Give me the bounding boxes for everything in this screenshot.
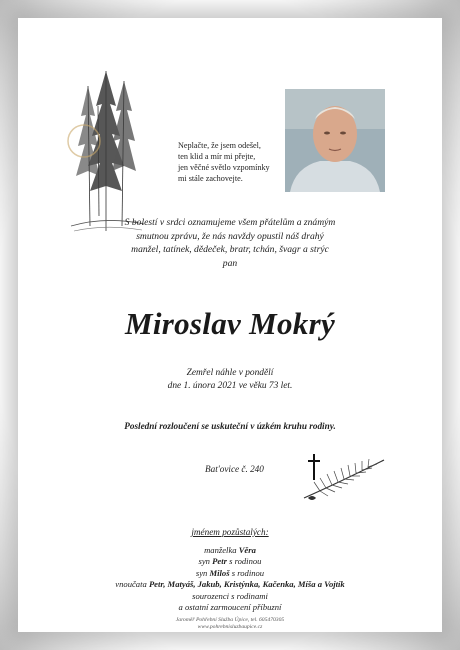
portrait-photo xyxy=(285,89,385,192)
announcement-line: S bolestí v srdci oznamujeme všem přátelům a známým xyxy=(124,217,336,228)
announcement-line: smutnou zprávu, že nás navždy opustil náš drahý xyxy=(136,230,324,242)
deceased-name: Miroslav Mokrý xyxy=(124,306,335,341)
cross-icon xyxy=(306,454,322,480)
death-line: Zemřel náhle v pondělí xyxy=(186,368,274,378)
announcement-text xyxy=(0,216,460,270)
death-line: dne 1. února 2021 ve věku 73 let. xyxy=(167,380,293,391)
mourners-title: jménem pozůstalých: xyxy=(191,527,269,537)
mourner-line: a ostatní zarmoucení příbuzní xyxy=(178,602,282,613)
announcement-line: manžel, tatínek, dědeček, bratr, tchán, švagr a strýc xyxy=(131,244,329,255)
mourner-line: sourozenci s rodinami xyxy=(192,590,268,601)
pine-trees-illustration xyxy=(66,66,146,236)
announcement-line: pan xyxy=(222,257,238,269)
poem-line: jen věčné světlo vzpomínky xyxy=(178,163,270,172)
mourner-line: vnoučata Petr, Matyáš, Jakub, Kristýnka, Kačenka, Míša a Vojtík xyxy=(115,579,345,590)
mourner-line: syn Miloš s rodinou xyxy=(195,567,265,578)
mourner-line: syn Petr s rodinou xyxy=(198,556,262,567)
death-info xyxy=(0,367,460,392)
mourner-line: manželka Věra xyxy=(204,545,256,555)
funeral-service-footer xyxy=(0,617,460,631)
footer-line: Jaroměř Pohřební Služba Úpice, tel. 605470305 xyxy=(175,617,285,623)
farewell-text: Poslední rozloučení se uskuteční v úzkém kruhu rodiny. xyxy=(124,421,336,431)
footer-website: www.pohrebnisluzbaupice.cz xyxy=(197,624,263,630)
poem-line: ten klid a mír mi přejte, xyxy=(178,152,256,161)
poem-line: mi stále zachovejte. xyxy=(178,174,243,183)
poem xyxy=(178,140,298,184)
address: Bat'ovice č. 240 xyxy=(205,464,264,474)
poem-line: Neplačte, že jsem odešel, xyxy=(178,141,261,150)
mourners-list xyxy=(0,545,460,613)
